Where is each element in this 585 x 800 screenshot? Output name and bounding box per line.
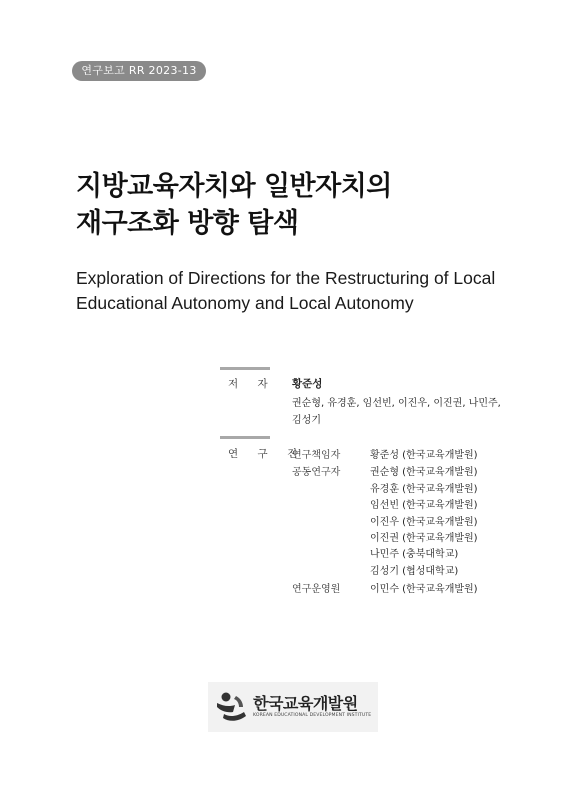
co-authors-line-1: 권순형, 유경훈, 임선빈, 이진우, 이진권, 나민주,	[292, 398, 501, 409]
co-authors-line-2: 김성기	[292, 415, 321, 426]
title-english-line-2: Educational Autonomy and Local Autonomy	[76, 293, 414, 313]
report-number-badge: 연구보고 RR 2023-13	[72, 61, 206, 81]
team-member: 이진권 (한국교육개발원)	[370, 533, 478, 544]
authors-divider	[220, 367, 270, 370]
team-member: 임선빈 (한국교육개발원)	[370, 500, 478, 511]
kedi-logo-icon	[214, 690, 250, 724]
team-member: 이민수 (한국교육개발원)	[370, 584, 478, 595]
team-member: 유경훈 (한국교육개발원)	[370, 484, 478, 495]
role-research-operator: 연구운영원	[292, 584, 341, 595]
team-member: 이진우 (한국교육개발원)	[370, 517, 478, 528]
title-english	[76, 266, 556, 316]
team-member: 권순형 (한국교육개발원)	[370, 467, 478, 478]
title-korean	[76, 168, 556, 242]
logo-name-english: KOREAN EDUCATIONAL DEVELOPMENT INSTITUTE	[253, 713, 372, 718]
title-korean-line-2: 재구조화 방향 탐색	[76, 208, 299, 239]
role-principal-investigator: 연구책임자	[292, 450, 341, 461]
kedi-logo	[208, 682, 378, 732]
role-co-researchers: 공동연구자	[292, 467, 341, 478]
logo-name-korean: 한국교육개발원	[253, 694, 358, 713]
team-member: 김성기 (협성대학교)	[370, 566, 459, 577]
title-korean-line-1: 지방교육자치와 일반자치의	[76, 171, 392, 202]
title-english-line-1: Exploration of Directions for the Restructuring of Local	[76, 268, 496, 288]
research-team-label: 연 구 진	[228, 448, 306, 460]
research-team-divider	[220, 436, 270, 439]
lead-author: 황준성	[292, 378, 323, 390]
team-member: 황준성 (한국교육개발원)	[370, 450, 478, 461]
team-member: 나민주 (충북대학교)	[370, 549, 459, 560]
authors-label: 저 자	[228, 378, 276, 390]
